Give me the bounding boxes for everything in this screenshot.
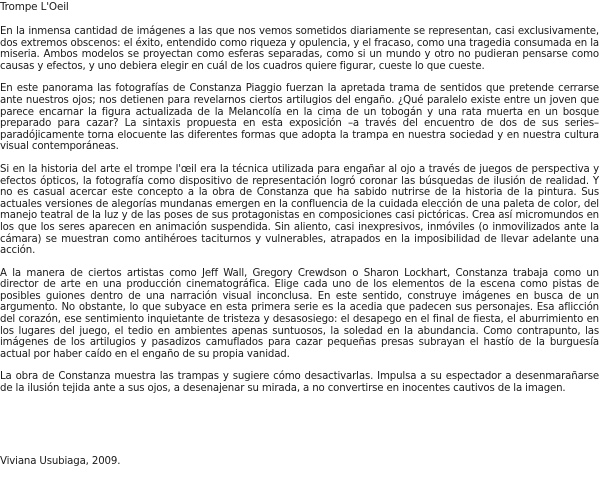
paragraph-art-history: Si en la historia del arte el trompe l'œil era la técnica utilizada para engañar al ojo a través de juegos de perspectiva y efectos ópticos, la fotografía como dispositivo de representación logró coronar las búsquedas de ilusión de realidad. Y no es casual acercar este concepto a la obra de Constanza que ha sabido nutrirse de la historia de la pintura. Sus actuales versiones de alegorías mundanas emergen en la confluencia de la cuidada elección de una paleta de color, del manejo teatral de la luz y de las poses de sus protagonistas en composiciones casi pictóricas. Crea así micromundos en los que los seres aparecen en animación suspendida. Sin aliento, casi inexpresivos, inmóviles (o inmovilizados ante la cámara) se muestran como antihéroes taciturnos y vulnerables, atrapados en la imposibilidad de llevar adelante una acción. (0, 163, 599, 257)
paragraph-intro: En la inmensa cantidad de imágenes a las que nos vemos sometidos diariamente se representan, casi exclusivamente, dos extremos obscenos: el éxito, entendido como riqueza y opulencia, y el fracaso, como una tragedia consumada en la miseria. Ambos modelos se proyectan como esferas separadas, como si un mundo y otro no pudieran pensarse como causas y efectos, y uno debiera elegir en cuál de los cuadros quiere figurar, cueste lo que cueste. (0, 26, 599, 72)
paragraph-panorama: En este panorama las fotografías de Constanza Piaggio fuerzan la apretada trama de sentidos que pretende cerrarse ante nuestros ojos; nos detienen para revelarnos ciertos artilugios del engaño. ¿Qué paralelo existe entre un joven que parece encarnar la figura actualizada de la Melancolía en la cima de un tobogán y una rata muerta en un bosque preparado para cazar? La sintaxis propuesta en esta exposición –a través del encuentro de dos de sus series– paradójicamente torna elocuente las diferentes formas que adopta la trampa en nuestra sociedad y en nuestra cultura visual contemporáneas. (0, 83, 599, 153)
paragraph-conclusion: La obra de Constanza muestra las trampas y sugiere cómo desactivarlas. Impulsa a su espectador a desenmarañarse de la ilusión tejida ante a sus ojos, a desenajenar su mirada, a no convertirse en inocentes cautivos de la imagen. (0, 371, 599, 395)
document-title: Trompe L'Oeil (0, 1, 69, 13)
paragraph-artists: A la manera de ciertos artistas como Jeff Wall, Gregory Crewdson o Sharon Lockhart, Constanza trabaja como un director de arte en una producción cinematográfica. Elige cada uno de los elementos de la escena como pistas de posibles guiones dentro de una narración visual inconclusa. En este sentido, construye imágenes en busca de un argumento. No obstante, lo que subyace en esta primera serie es la acedia que padecen sus personajes. Esa aflicción del corazón, ese sentimiento inquietante de tristeza y desasosiego: el desapego en el final de fiesta, el aburrimiento en los lugares del juego, el tedio en ambientes apenas suntuosos, la soledad en la abundancia. Como contrapunto, las imágenes de los artilugios y pasadizos camuflados para cazar pequeñas presas subrayan el hastío de la burguesía actual por haber caído en el engaño de su propia vanidad. (0, 267, 599, 360)
author-signature: Viviana Usubiaga, 2009. (0, 456, 121, 467)
